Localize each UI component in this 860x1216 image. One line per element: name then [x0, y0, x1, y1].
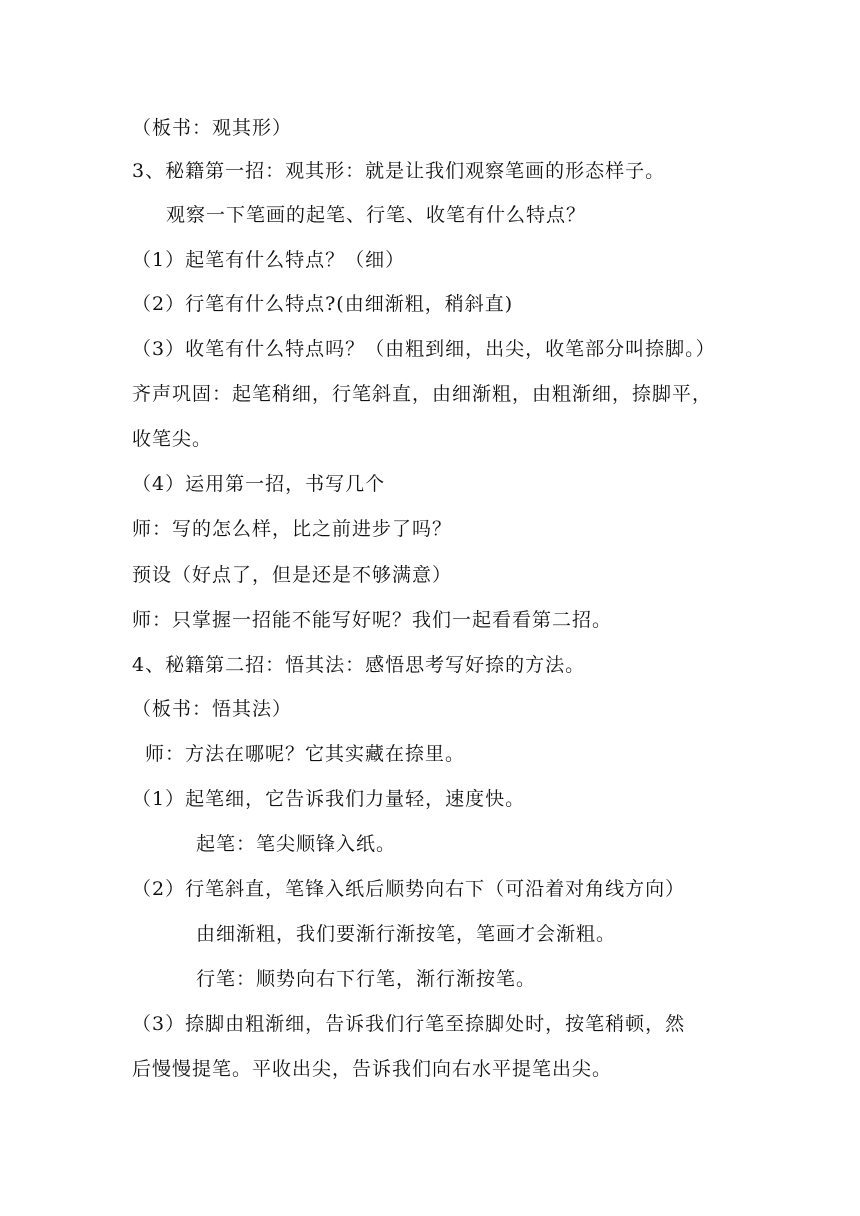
section-4-heading: 4、秘籍第二招：悟其法：感悟思考写好捺的方法。 [132, 654, 586, 676]
paragraph-recite: 齐声巩固：起笔稍细，行笔斜直，由细渐粗，由粗渐细，捺脚平， [132, 383, 713, 405]
list-item-3: （3）收笔有什么特点吗？（由粗到细，出尖，收笔部分叫捺脚。） [132, 338, 716, 360]
section-3-heading: 3、秘籍第一招：观其形：就是让我们观察笔画的形态样子。 [132, 160, 666, 182]
method-item-2-note: 行笔：顺势向右下行笔，渐行渐按笔。 [196, 968, 537, 990]
method-item-2: （2）行笔斜直，笔锋入纸后顺势向右下（可沿着对角线方向） [132, 878, 686, 900]
teacher-line-3: 师：方法在哪呢？它其实藏在捺里。 [145, 743, 466, 765]
list-item-4: （4）运用第一招，书写几个 [132, 473, 386, 495]
method-item-2-detail: 由细渐粗，我们要渐行渐按笔，笔画才会渐粗。 [196, 923, 617, 945]
method-item-3: （3）捺脚由粗渐细，告诉我们行笔至捺脚处时，按笔稍顿，然 [132, 1013, 686, 1035]
method-item-1: （1）起笔细，它告诉我们力量轻，速度快。 [132, 788, 526, 810]
list-item-1: （1）起笔有什么特点？（细） [132, 249, 406, 271]
paragraph-recite-continued: 收笔尖。 [132, 428, 213, 450]
board-note-understand-method: （板书：悟其法） [132, 698, 293, 720]
list-item-2: （2）行笔有什么特点?(由细渐粗，稍斜直) [132, 293, 514, 315]
board-note-observe-form: （板书：观其形） [132, 117, 293, 139]
teacher-line-2: 师：只掌握一招能不能写好呢？我们一起看看第二招。 [132, 609, 613, 631]
method-item-1-note: 起笔：笔尖顺锋入纸。 [196, 833, 397, 855]
method-item-3-continued: 后慢慢提笔。平收出尖，告诉我们向右水平提笔出尖。 [132, 1058, 613, 1080]
preset-response: 预设（好点了，但是还是不够满意） [132, 564, 453, 586]
teacher-line-1: 师：写的怎么样，比之前进步了吗？ [132, 518, 453, 540]
paragraph-observe-question: 观察一下笔画的起笔、行笔、收笔有什么特点？ [166, 204, 587, 226]
